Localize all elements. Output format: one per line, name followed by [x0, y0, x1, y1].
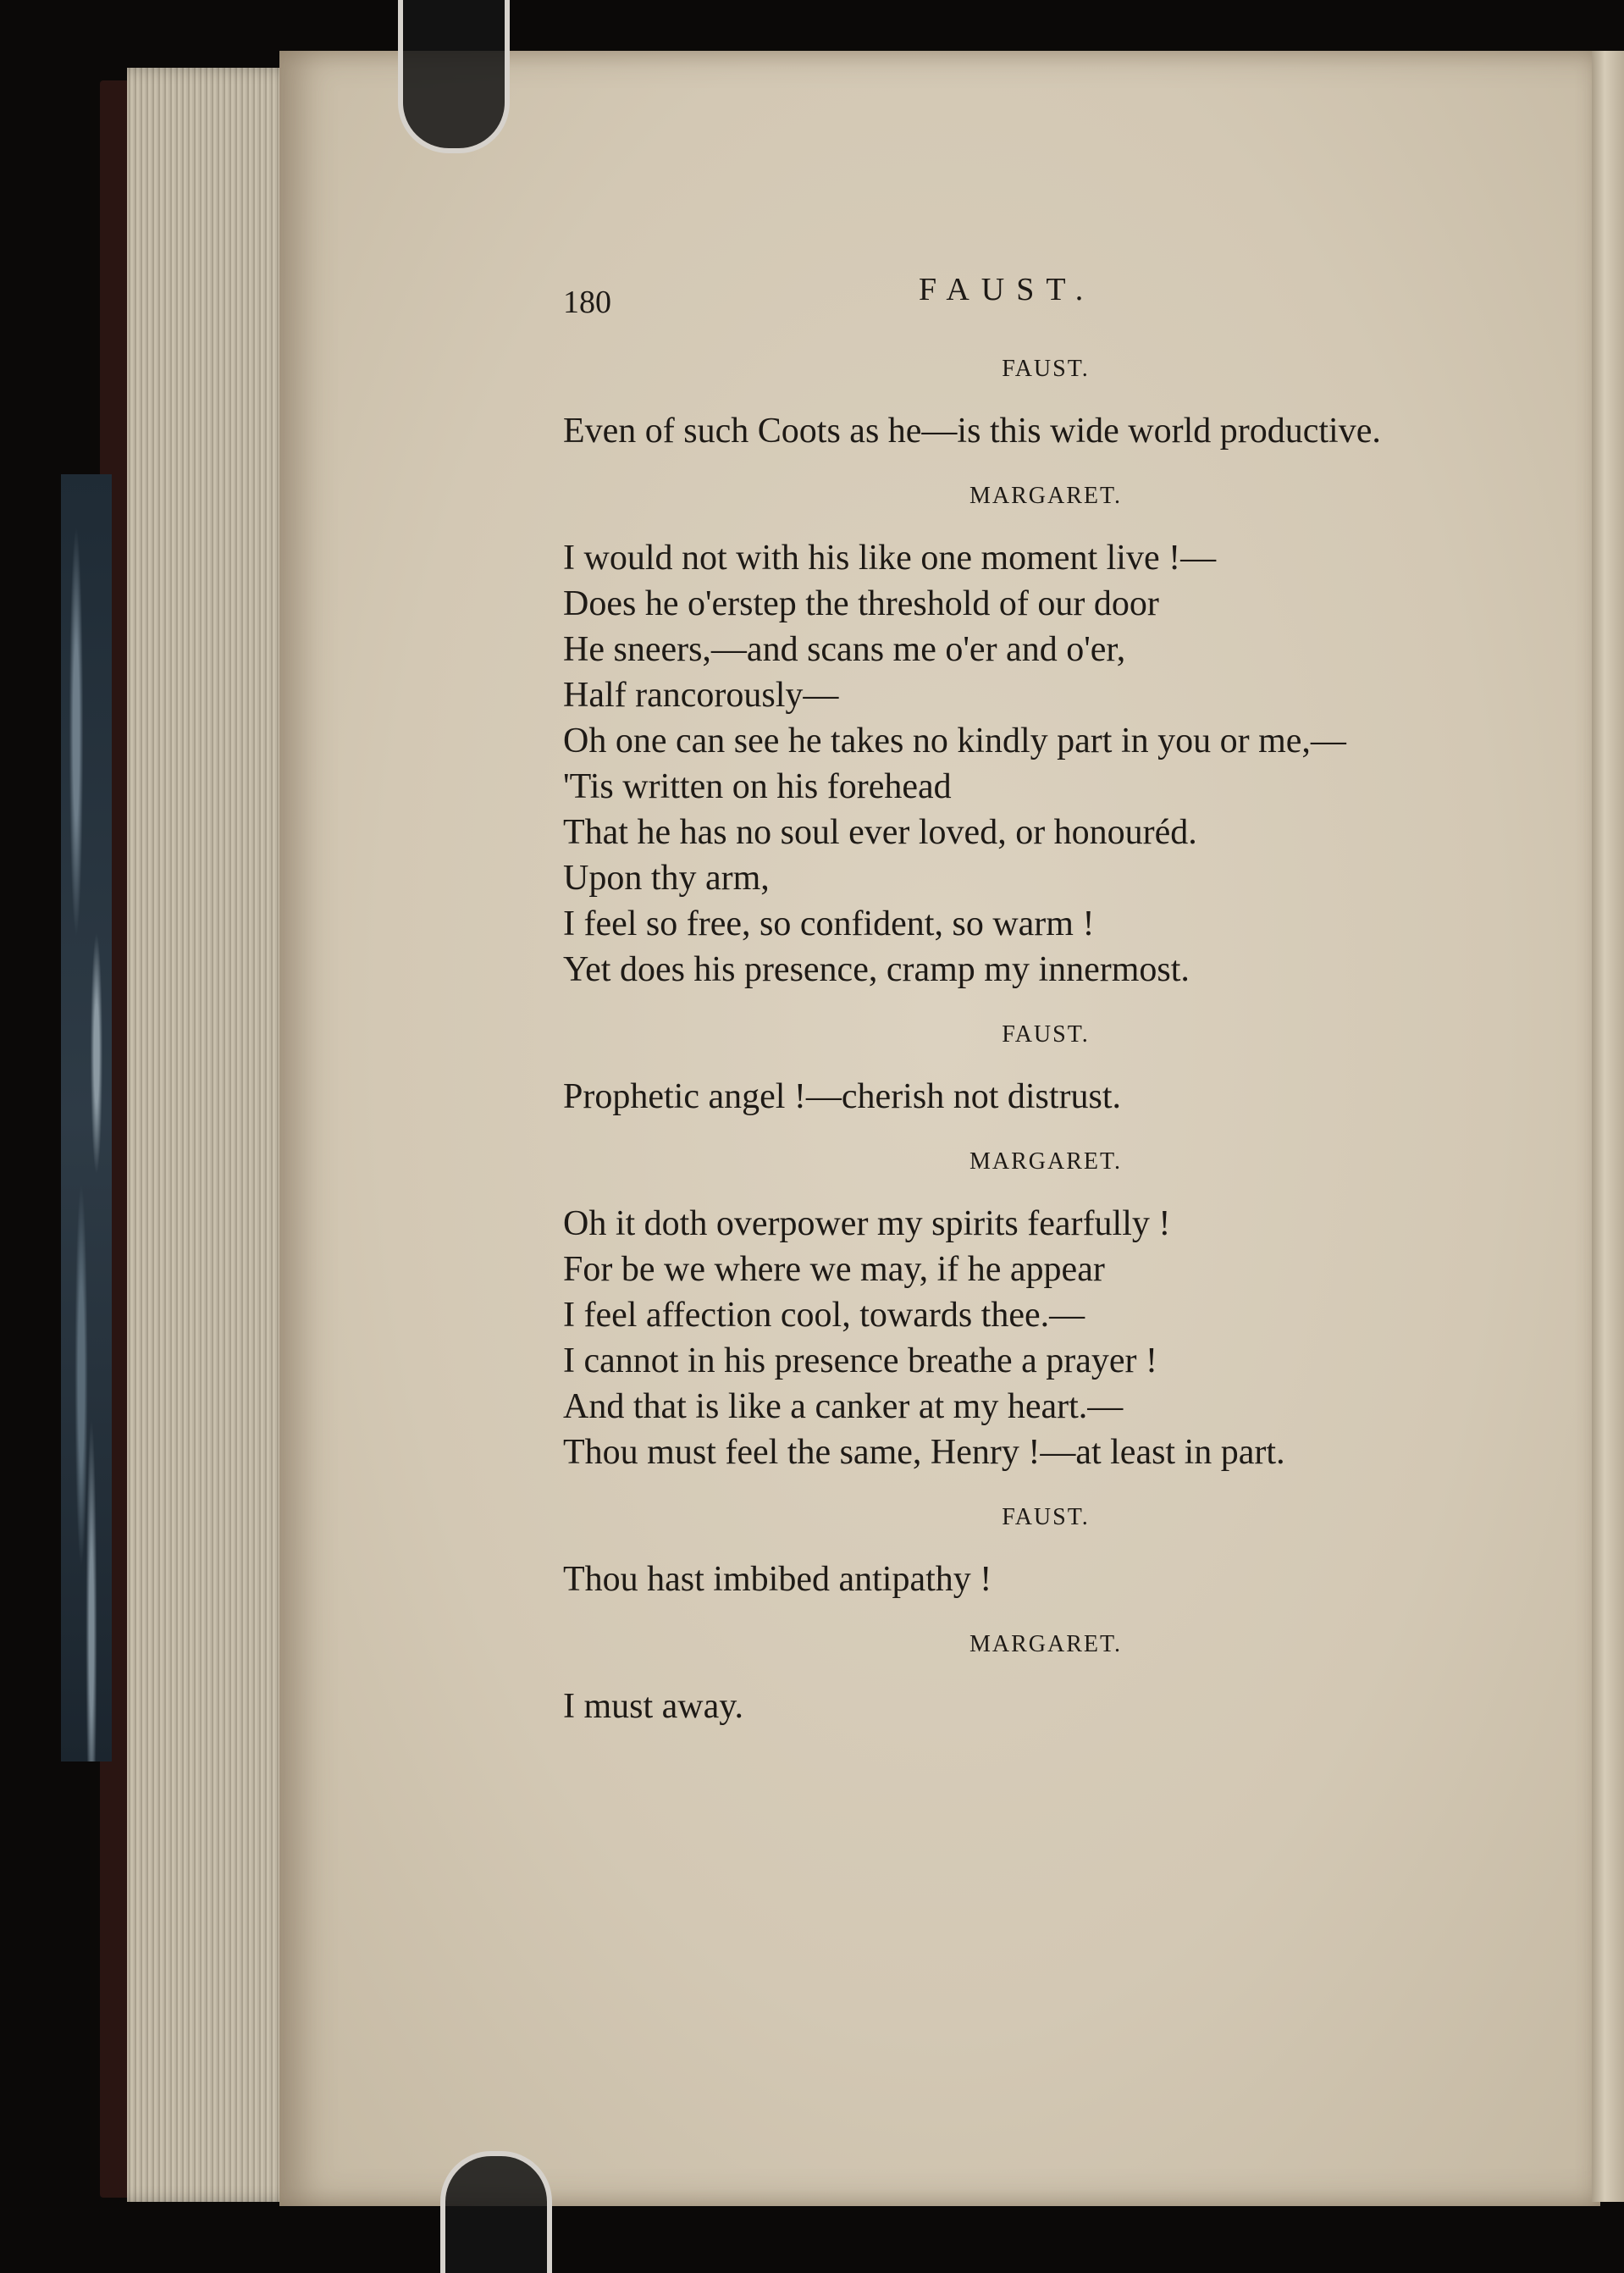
- speaker-label: MARGARET.: [969, 483, 1123, 509]
- verse-line: He sneers,—and scans me o'er and o'er,: [563, 630, 1126, 669]
- page-number: 180: [563, 285, 611, 320]
- running-head: FAUST.: [919, 272, 1096, 307]
- verse-line: Does he o'erstep the threshold of our door: [563, 584, 1159, 623]
- marbled-endpaper: [61, 474, 112, 1761]
- verse-line: I must away.: [563, 1687, 744, 1726]
- speaker-label: MARGARET.: [969, 1148, 1123, 1175]
- verse-line: Even of such Coots as he—is this wide world productive.: [563, 412, 1381, 451]
- verse-line: 'Tis written on his forehead: [563, 767, 952, 806]
- verse-line: Upon thy arm,: [563, 859, 770, 898]
- verse-line: I feel affection cool, towards thee.—: [563, 1296, 1085, 1335]
- verse-line: For be we where we may, if he appear: [563, 1250, 1105, 1289]
- verse-line: I cannot in his presence breathe a prayer !: [563, 1341, 1157, 1380]
- page-edges: [127, 68, 305, 2202]
- verse-line: I feel so free, so confident, so warm !: [563, 904, 1095, 943]
- page-clip-top: [398, 0, 510, 153]
- verse-line: Yet does his presence, cramp my innermost.: [563, 950, 1190, 989]
- verse-line: Oh one can see he takes no kindly part in you or me,—: [563, 722, 1346, 760]
- verse-line: Oh it doth overpower my spirits fearfully !: [563, 1204, 1171, 1243]
- verse-line: And that is like a canker at my heart.—: [563, 1387, 1124, 1426]
- verse-line: Thou hast imbibed antipathy !: [563, 1560, 992, 1599]
- speaker-label: FAUST.: [1002, 1021, 1090, 1048]
- verse-line: Half rancorously—: [563, 676, 839, 715]
- page-clip-bottom: [440, 2151, 552, 2273]
- verse-line: That he has no soul ever loved, or honouréd.: [563, 813, 1197, 852]
- page-header: [563, 254, 1478, 330]
- speaker-label: FAUST.: [1002, 356, 1090, 382]
- dialogue: [563, 356, 1478, 1729]
- speaker-label: MARGARET.: [969, 1631, 1123, 1657]
- verse-line: Thou must feel the same, Henry !—at least in part.: [563, 1433, 1285, 1472]
- page-text: [563, 254, 1478, 1729]
- speaker-label: FAUST.: [1002, 1504, 1090, 1530]
- verse-line: Prophetic angel !—cherish not distrust.: [563, 1077, 1122, 1116]
- facing-page-edge: [1592, 51, 1624, 2202]
- verse-line: I would not with his like one moment live !—: [563, 539, 1217, 578]
